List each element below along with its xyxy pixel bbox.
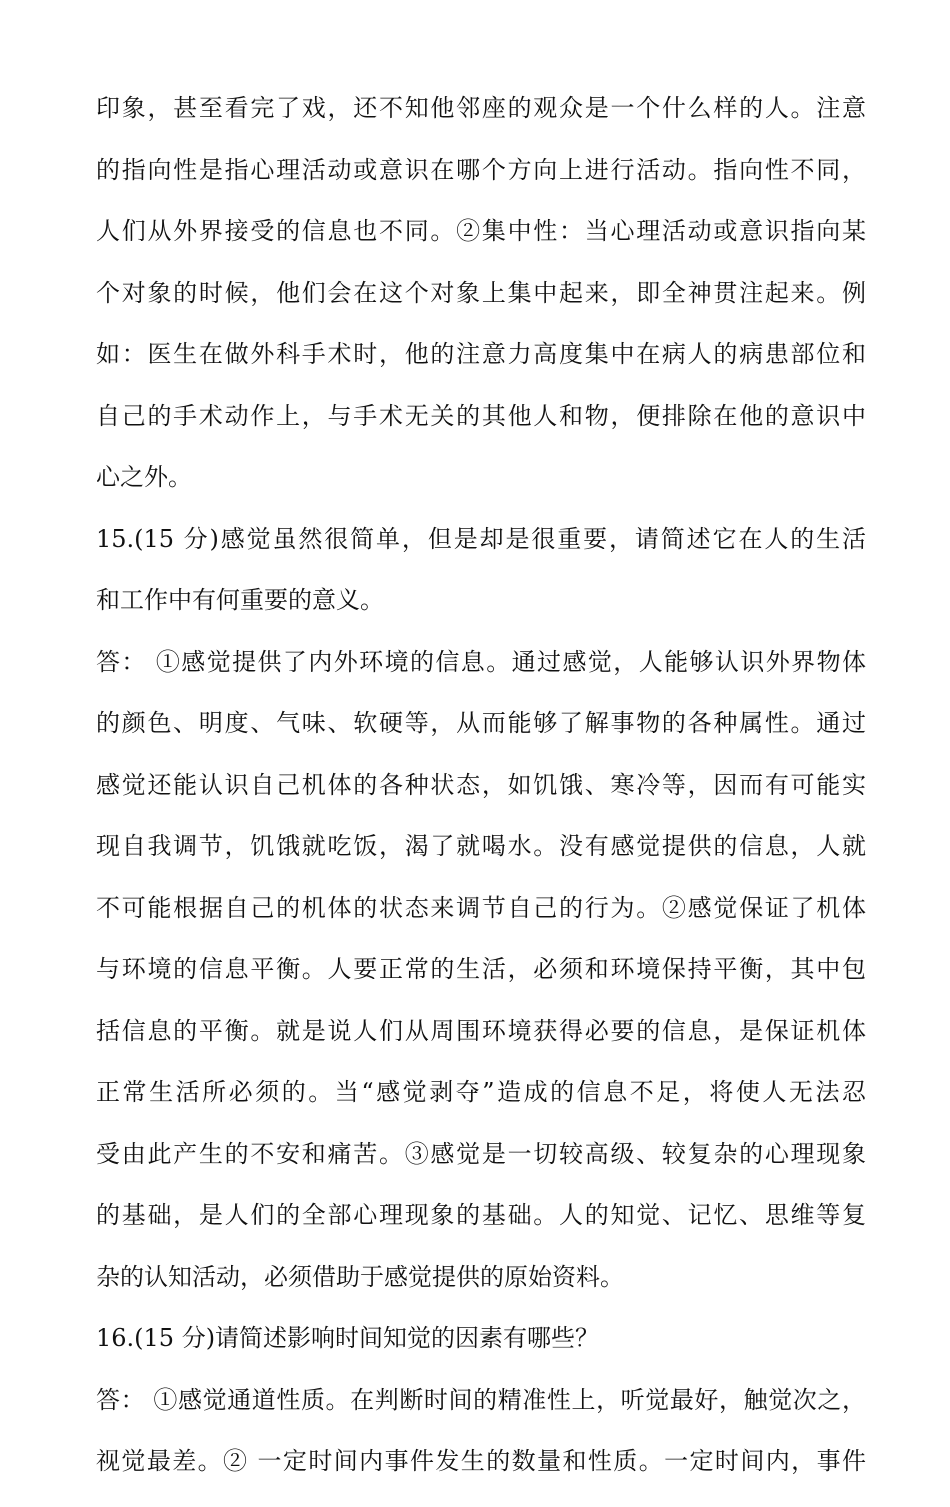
document-body xyxy=(0,92,950,1507)
text-line: 心之外。 xyxy=(96,463,192,491)
text-line: 自己的手术动作上，与手术无关的其他人和物，便排除在他的意识中 xyxy=(96,401,866,430)
answer-15-line: 感觉还能认识自己机体的各种状态，如饥饿、寒冷等，因而有可能实 xyxy=(96,770,866,799)
text-line: 个对象的时候，他们会在这个对象上集中起来，即全神贯注起来。例 xyxy=(96,278,866,307)
text-line: 的指向性是指心理活动或意识在哪个方向上进行活动。指向性不同， xyxy=(96,155,866,184)
answer-15-line: 括信息的平衡。就是说人们从周围环境获得必要的信息，是保证机体 xyxy=(96,1016,866,1045)
text-line: 印象，甚至看完了戏，还不知他邻座的观众是一个什么样的人。注意 xyxy=(96,94,866,122)
text-line: 如：医生在做外科手术时，他的注意力高度集中在病人的病患部位和 xyxy=(96,340,866,368)
answer-16-line: 视觉最差。② 一定时间内事件发生的数量和性质。一定时间内，事件 xyxy=(96,1447,866,1475)
answer-15-line: 不可能根据自己的机体的状态来调节自己的行为。②感觉保证了机体 xyxy=(96,893,866,922)
answer-15-line: 杂的认知活动，必须借助于感觉提供的原始资料。 xyxy=(96,1262,624,1291)
question-15-heading-cont: 和工作中有何重要的意义。 xyxy=(96,586,384,614)
answer-15-line: 的基础，是人们的全部心理现象的基础。人的知觉、记忆、思维等复 xyxy=(96,1201,866,1229)
answer-15-line: 现自我调节，饥饿就吃饭，渴了就喝水。没有感觉提供的信息，人就 xyxy=(96,832,866,860)
answer-15-line: 受由此产生的不安和痛苦。③感觉是一切较高级、较复杂的心理现象 xyxy=(96,1139,866,1168)
question-15-heading: 15.(15 分)感觉虽然很简单，但是却是很重要，请简述它在人的生活 xyxy=(96,524,866,553)
text-line: 人们从外界接受的信息也不同。②集中性：当心理活动或意识指向某 xyxy=(96,217,866,245)
answer-15-line: 正常生活所必须的。当“感觉剥夺”造成的信息不足，将使人无法忍 xyxy=(96,1078,866,1106)
question-16-heading: 16.(15 分)请简述影响时间知觉的因素有哪些？ xyxy=(96,1324,600,1352)
answer-15-line: 答： ①感觉提供了内外环境的信息。通过感觉，人能够认识外界物体 xyxy=(96,647,866,676)
answer-15-line: 与环境的信息平衡。人要正常的生活，必须和环境保持平衡，其中包 xyxy=(96,955,866,983)
answer-16-line: 答： ①感觉通道性质。在判断时间的精准性上，听觉最好，触觉次之， xyxy=(96,1385,866,1414)
answer-15-line: 的颜色、明度、气味、软硬等，从而能够了解事物的各种属性。通过 xyxy=(96,709,866,737)
